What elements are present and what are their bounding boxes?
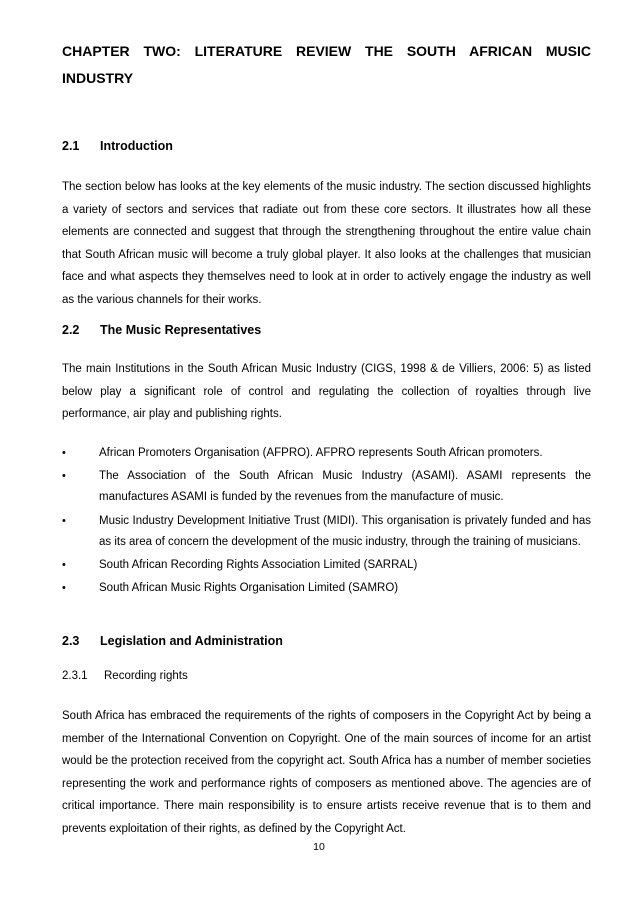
section-heading-music-representatives xyxy=(62,322,261,338)
subsection-heading-recording-rights xyxy=(62,668,188,684)
list-item: • The Association of the South African Music Industry (ASAMI). ASAMI represents the manufactures ASAMI is funded by the revenues from the manufacture of music. xyxy=(62,466,591,508)
section-number: 2.1 xyxy=(62,139,80,153)
section-title: Introduction xyxy=(100,139,173,153)
bullet-icon: • xyxy=(62,470,66,483)
subsection-title: Recording rights xyxy=(104,670,188,682)
chapter-title: CHAPTER TWO: LITERATURE REVIEW THE SOUTH AFRICAN MUSIC INDUSTRY xyxy=(62,43,591,86)
bullet-icon: • xyxy=(62,582,66,595)
subsection-number: 2.3.1 xyxy=(62,670,88,682)
list-item: • Music Industry Development Initiative Trust (MIDI). This organisation is privately funded and has as its area of concern the development of the music industry, through the training of musicians. xyxy=(62,511,591,553)
section-heading-introduction xyxy=(62,138,173,154)
list-item: • African Promoters Organisation (AFPRO). AFPRO represents South African promoters. xyxy=(62,443,591,464)
section-number: 2.3 xyxy=(62,634,80,648)
section-heading-legislation xyxy=(62,633,283,649)
bullet-icon: • xyxy=(62,559,66,572)
section-number: 2.2 xyxy=(62,323,80,337)
list-item: • South African Music Rights Organisation Limited (SAMRO) xyxy=(62,578,591,599)
list-item: • South African Recording Rights Association Limited (SARRAL) xyxy=(62,555,591,576)
bullet-icon: • xyxy=(62,447,66,459)
representatives-paragraph: The main Institutions in the South African Music Industry (CIGS, 1998 & de Villiers, 2006: 5) as listed below play a significant role of control and regulating the collection of royalties through live performance, air play and publishing rights. xyxy=(62,363,591,421)
recording-rights-paragraph: South Africa has embraced the requirements of the rights of composers in the Copyright Act by being a member of the International Convention on Copyright. One of the main sources of income for an artist would be the protection received from the copyright act. South Africa has a number of member societies representing the work and performance rights of composers as mentioned above. The agencies are of critical importance. There main responsibility is to ensure artists receive revenue that is to them and prevents exploitation of their rights, as defined by the Copyright Act. xyxy=(62,710,591,835)
section-title: The Music Representatives xyxy=(100,323,262,337)
section-title: Legislation and Administration xyxy=(100,634,283,648)
page-number: 10 xyxy=(313,841,325,853)
bullet-icon: • xyxy=(62,514,66,527)
introduction-paragraph: The section below has looks at the key elements of the music industry. The section discussed highlights a variety of sectors and services that radiate out from these core sectors. It illustrates how all these elements are connected and suggest that through the strengthening throughout the entire value chain that South African music will become a truly global player. It also looks at the challenges that musician face and what aspects they themselves need to look at in order to actively engage the industry as well as the various channels for their works. xyxy=(62,181,591,306)
institutions-list xyxy=(62,443,591,601)
